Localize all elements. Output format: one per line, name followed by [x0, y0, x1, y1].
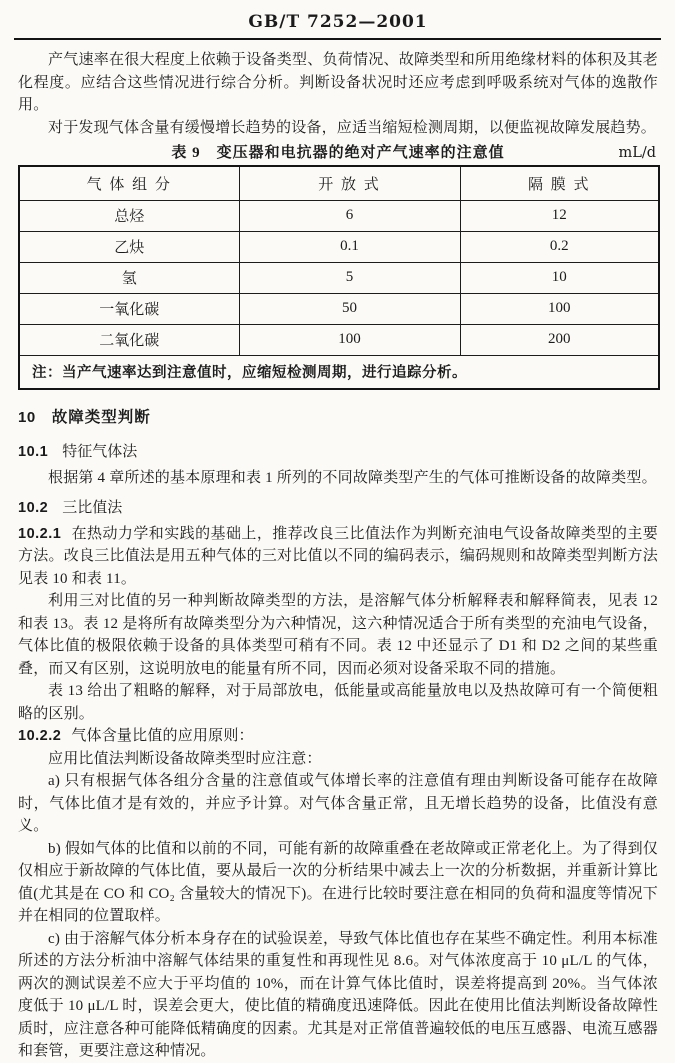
clause-number: 10.1 — [18, 444, 49, 460]
clause-title: 三比值法 — [62, 499, 123, 516]
open-value: 100 — [239, 324, 460, 355]
intro-paragraph-2: 对于发现气体含量有缓慢增长趋势的设备，应适当缩短检测周期，以便监视故障发展趋势。 — [48, 119, 657, 136]
table9-header-open: 开 放 式 — [239, 166, 460, 200]
membrane-value: 12 — [460, 200, 659, 231]
clause-title: 故障类型判断 — [51, 409, 151, 426]
table-row — [19, 200, 659, 231]
table-row — [19, 293, 659, 324]
clause-number: 10.2.2 — [18, 728, 62, 744]
sections — [18, 406, 658, 1063]
table9-header-gas: 气 体 组 分 — [19, 166, 239, 200]
clause-title: 特征气体法 — [62, 444, 138, 460]
list-item-b: b) 假如气体的比值和以前的不同，可能有新的故障重叠在老故障或正常老化上。为了得到仅仅相应于新故障的气体比值，要从最后一次的分析结果中减去上一次的分析数据，并重新计算比值(尤其是在 CO 和 CO₂ 含量较大的情况下)。在进行比较时要注意在相同的负荷和温度等情况下并在相同的位置取样。 — [18, 840, 658, 924]
membrane-value: 10 — [460, 262, 659, 293]
membrane-value: 100 — [460, 293, 659, 324]
intro-paragraph-1: 产气速率在很大程度上依赖于设备类型、负荷情况、故障类型和所用绝缘材料的体积及其老化程度。应结合这些情况进行综合分析。判断设备状况时还应考虑到呼吸系统对气体的逸散作用。 — [18, 52, 658, 113]
table-row — [19, 262, 659, 293]
paragraph-10-2-2-intro: 应用比值法判断设备故障类型时应注意： — [48, 750, 322, 767]
header-rule — [14, 38, 661, 40]
open-value: 6 — [239, 200, 460, 231]
clause-text: 气体含量比值的应用原则： — [71, 728, 254, 744]
open-value: 5 — [239, 262, 460, 293]
table9-caption-row — [18, 142, 658, 165]
gas-name: 氢 — [19, 262, 239, 293]
doc-number: GB/T 7252—2001 — [248, 12, 428, 32]
table9-header-row — [19, 166, 659, 200]
membrane-value: 200 — [460, 324, 659, 355]
gas-name: 二氧化碳 — [19, 324, 239, 355]
table9-note-row — [19, 355, 659, 389]
heading-10 — [18, 406, 658, 429]
clause-number: 10.2 — [18, 499, 49, 516]
list-item-c: c) 由于溶解气体分析本身存在的试验误差，导致气体比值也存在某些不确定性。利用本标准所述的方法分析油中溶解气体结果的重复性和再现性见 8.6。对气体浓度高于 10 μL/L 的气体，两次的测试误差不应大于平均值的 10%，而在计算气体比值时，误差将提高到 20%。当气体浓度低于 10 μL/L 时，误差会更大，使比值的精确度迅速降低。因此在使用比值法判断设备故障性质时，应注意各种可能降低精确度的因素。尤其是对正常值普遍较低的电压互感器、电流互感器和套管，更要注意这种情况。 — [18, 930, 658, 1059]
table9-note: 注：当产气速率达到注意值时，应缩短检测周期，进行追踪分析。 — [19, 355, 659, 389]
gas-name: 一氧化碳 — [19, 293, 239, 324]
table9-caption: 表 9 变压器和电抗器的绝对产气速率的注意值 — [171, 145, 505, 161]
membrane-value: 0.2 — [460, 231, 659, 262]
table9 — [18, 165, 660, 390]
paragraph-10-2-1-a: 利用三对比值的另一种判断故障类型的方法，是溶解气体分析解释表和解释简表，见表 12 和表 13。表 12 是将所有故障类型分为六种情况，这六种情况适合于所有类型的充油电气设备，气体比值的极限依赖于设备的具体类型可稍有不同。表 12 中还显示了 D1 和 D2 之间的某些重叠，而又有区别，这说明放电的能量有所不同，因而必须对设备采取不同的措施。 — [18, 593, 658, 677]
heading-10-2-2 — [18, 725, 658, 748]
list-item-a: a) 只有根据气体各组分含量的注意值或气体增长率的注意值有理由判断设备可能存在故障时，气体比值才是有效的，并应予计算。对气体含量正常，且无增长趋势的设备，比值没有意义。 — [18, 773, 658, 834]
table9-header-membrane: 隔 膜 式 — [460, 166, 659, 200]
gas-name: 总烃 — [19, 200, 239, 231]
table9-unit-label: mL/d — [618, 145, 656, 161]
open-value: 0.1 — [239, 231, 460, 262]
table-row — [19, 231, 659, 262]
paragraph-10-2-1-b: 表 13 给出了粗略的解释，对于局部放电，低能量或高能量放电以及热故障可有一个简便粗略的区别。 — [18, 683, 658, 722]
heading-10-1 — [18, 441, 658, 464]
clause-text: 在热动力学和实践的基础上，推荐改良三比值法作为判断充油电气设备故障类型的主要方法。改良三比值法是用五种气体的三对比值以不同的编码表示，编码规则和故障类型判断方法见表 10 和表 11。 — [18, 525, 658, 587]
gas-name: 乙炔 — [19, 231, 239, 262]
open-value: 50 — [239, 293, 460, 324]
paragraph-10-2-1 — [18, 523, 658, 591]
paragraph-10-1: 根据第 4 章所述的基本原理和表 1 所列的不同故障类型产生的气体可推断设备的故障类型。 — [48, 470, 657, 486]
clause-number: 10.2.1 — [18, 525, 62, 542]
heading-10-2 — [18, 497, 658, 520]
table-row — [19, 324, 659, 355]
clause-number: 10 — [18, 409, 36, 426]
